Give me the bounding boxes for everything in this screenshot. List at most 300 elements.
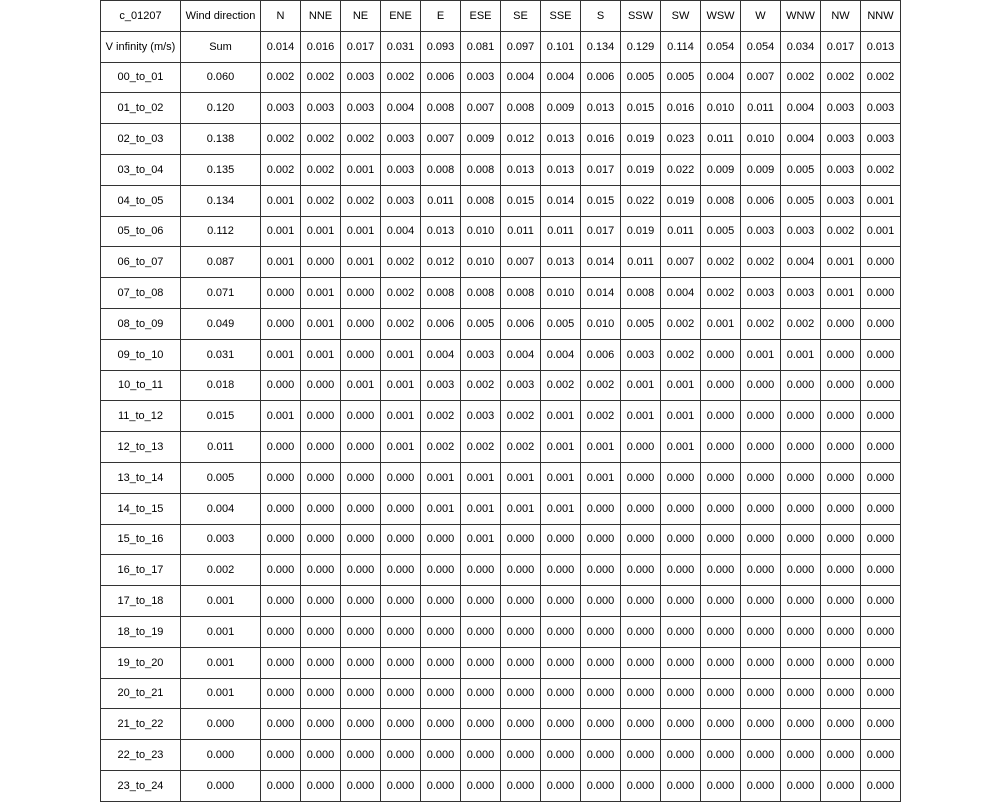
frequency-cell: 0.000 — [581, 616, 621, 647]
frequency-cell: 0.010 — [541, 278, 581, 309]
frequency-cell: 0.001 — [621, 370, 661, 401]
frequency-cell: 0.000 — [541, 616, 581, 647]
frequency-cell: 0.000 — [861, 432, 901, 463]
frequency-cell: 0.000 — [621, 770, 661, 801]
frequency-cell: 0.000 — [661, 586, 701, 617]
frequency-cell: 0.000 — [741, 586, 781, 617]
frequency-cell: 0.010 — [461, 247, 501, 278]
frequency-cell: 0.000 — [861, 524, 901, 555]
frequency-cell: 0.000 — [861, 493, 901, 524]
frequency-cell: 0.001 — [381, 401, 421, 432]
frequency-cell: 0.000 — [581, 555, 621, 586]
frequency-cell: 0.016 — [581, 124, 621, 155]
frequency-cell: 0.000 — [381, 524, 421, 555]
row-sum-cell: 0.138 — [181, 124, 261, 155]
frequency-cell: 0.011 — [701, 124, 741, 155]
frequency-cell: 0.000 — [661, 493, 701, 524]
table-row — [101, 647, 901, 678]
frequency-cell: 0.000 — [261, 740, 301, 771]
frequency-cell: 0.000 — [661, 740, 701, 771]
frequency-cell: 0.000 — [821, 432, 861, 463]
frequency-cell: 0.001 — [261, 401, 301, 432]
frequency-cell: 0.000 — [741, 432, 781, 463]
frequency-cell: 0.000 — [701, 586, 741, 617]
header-row — [101, 1, 901, 32]
frequency-cell: 0.000 — [821, 462, 861, 493]
frequency-cell: 0.007 — [461, 93, 501, 124]
frequency-cell: 0.000 — [501, 678, 541, 709]
frequency-cell: 0.000 — [541, 678, 581, 709]
frequency-cell: 0.010 — [741, 124, 781, 155]
frequency-cell: 0.000 — [621, 740, 661, 771]
frequency-cell: 0.000 — [421, 740, 461, 771]
frequency-cell: 0.010 — [701, 93, 741, 124]
frequency-cell: 0.000 — [661, 709, 701, 740]
frequency-cell: 0.000 — [261, 709, 301, 740]
frequency-cell: 0.001 — [581, 432, 621, 463]
wind-direction-header: Wind direction — [181, 1, 261, 32]
frequency-cell: 0.002 — [341, 185, 381, 216]
frequency-cell: 0.000 — [501, 555, 541, 586]
frequency-cell: 0.000 — [261, 555, 301, 586]
frequency-cell: 0.003 — [501, 370, 541, 401]
frequency-cell: 0.000 — [541, 770, 581, 801]
frequency-cell: 0.001 — [701, 308, 741, 339]
direction-header: SSE — [541, 1, 581, 32]
frequency-cell: 0.000 — [861, 555, 901, 586]
frequency-cell: 0.000 — [861, 586, 901, 617]
frequency-cell: 0.001 — [301, 278, 341, 309]
row-sum-cell: 0.018 — [181, 370, 261, 401]
frequency-cell: 0.000 — [741, 647, 781, 678]
frequency-cell: 0.016 — [661, 93, 701, 124]
frequency-cell: 0.000 — [301, 740, 341, 771]
frequency-cell: 0.000 — [741, 493, 781, 524]
row-sum-cell: 0.005 — [181, 462, 261, 493]
direction-total: 0.134 — [581, 31, 621, 62]
direction-header: WNW — [781, 1, 821, 32]
frequency-cell: 0.000 — [421, 770, 461, 801]
frequency-cell: 0.006 — [421, 62, 461, 93]
frequency-cell: 0.005 — [621, 62, 661, 93]
frequency-cell: 0.011 — [621, 247, 661, 278]
speed-bin-cell: 03_to_04 — [101, 154, 181, 185]
direction-header: N — [261, 1, 301, 32]
frequency-cell: 0.008 — [421, 154, 461, 185]
frequency-cell: 0.000 — [701, 647, 741, 678]
frequency-cell: 0.002 — [781, 308, 821, 339]
direction-header: WSW — [701, 1, 741, 32]
frequency-cell: 0.000 — [861, 462, 901, 493]
direction-total: 0.017 — [821, 31, 861, 62]
frequency-cell: 0.001 — [341, 154, 381, 185]
frequency-cell: 0.000 — [501, 770, 541, 801]
frequency-cell: 0.000 — [821, 770, 861, 801]
frequency-cell: 0.000 — [821, 339, 861, 370]
frequency-cell: 0.002 — [821, 62, 861, 93]
table-row — [101, 740, 901, 771]
frequency-cell: 0.005 — [661, 62, 701, 93]
frequency-cell: 0.001 — [581, 462, 621, 493]
frequency-cell: 0.000 — [301, 678, 341, 709]
frequency-cell: 0.000 — [461, 770, 501, 801]
frequency-cell: 0.003 — [381, 154, 421, 185]
frequency-cell: 0.015 — [581, 185, 621, 216]
frequency-cell: 0.004 — [501, 62, 541, 93]
frequency-cell: 0.004 — [381, 216, 421, 247]
frequency-cell: 0.006 — [501, 308, 541, 339]
frequency-cell: 0.003 — [381, 185, 421, 216]
frequency-cell: 0.000 — [381, 709, 421, 740]
speed-bin-cell: 20_to_21 — [101, 678, 181, 709]
frequency-cell: 0.004 — [781, 124, 821, 155]
frequency-cell: 0.000 — [261, 647, 301, 678]
row-sum-cell: 0.004 — [181, 493, 261, 524]
frequency-cell: 0.001 — [661, 370, 701, 401]
direction-header: ENE — [381, 1, 421, 32]
frequency-cell: 0.003 — [861, 124, 901, 155]
frequency-cell: 0.003 — [381, 124, 421, 155]
frequency-cell: 0.011 — [421, 185, 461, 216]
frequency-cell: 0.007 — [421, 124, 461, 155]
frequency-cell: 0.000 — [581, 770, 621, 801]
frequency-cell: 0.013 — [541, 154, 581, 185]
frequency-cell: 0.001 — [741, 339, 781, 370]
frequency-cell: 0.000 — [861, 308, 901, 339]
speed-bin-cell: 22_to_23 — [101, 740, 181, 771]
table-row — [101, 770, 901, 801]
frequency-cell: 0.000 — [381, 493, 421, 524]
speed-bin-cell: 00_to_01 — [101, 62, 181, 93]
frequency-cell: 0.000 — [261, 278, 301, 309]
frequency-cell: 0.007 — [741, 62, 781, 93]
frequency-cell: 0.001 — [861, 185, 901, 216]
frequency-cell: 0.003 — [781, 216, 821, 247]
frequency-cell: 0.000 — [781, 462, 821, 493]
frequency-cell: 0.000 — [621, 555, 661, 586]
table-row — [101, 524, 901, 555]
direction-total: 0.031 — [381, 31, 421, 62]
totals-row — [101, 31, 901, 62]
frequency-cell: 0.009 — [741, 154, 781, 185]
frequency-cell: 0.000 — [621, 462, 661, 493]
table-row — [101, 555, 901, 586]
frequency-cell: 0.001 — [381, 370, 421, 401]
frequency-cell: 0.002 — [741, 308, 781, 339]
frequency-cell: 0.000 — [741, 616, 781, 647]
frequency-cell: 0.000 — [301, 647, 341, 678]
frequency-cell: 0.011 — [741, 93, 781, 124]
frequency-cell: 0.000 — [621, 678, 661, 709]
frequency-cell: 0.001 — [541, 401, 581, 432]
frequency-cell: 0.014 — [581, 247, 621, 278]
table-row — [101, 308, 901, 339]
frequency-cell: 0.022 — [661, 154, 701, 185]
table-row — [101, 185, 901, 216]
frequency-cell: 0.000 — [541, 647, 581, 678]
row-sum-cell: 0.135 — [181, 154, 261, 185]
frequency-cell: 0.006 — [581, 62, 621, 93]
frequency-cell: 0.002 — [581, 401, 621, 432]
direction-header: S — [581, 1, 621, 32]
table-row — [101, 432, 901, 463]
frequency-cell: 0.006 — [581, 339, 621, 370]
table-row — [101, 339, 901, 370]
frequency-cell: 0.002 — [661, 339, 701, 370]
frequency-cell: 0.002 — [461, 370, 501, 401]
frequency-cell: 0.000 — [541, 740, 581, 771]
frequency-cell: 0.000 — [701, 524, 741, 555]
frequency-cell: 0.008 — [461, 154, 501, 185]
frequency-cell: 0.000 — [581, 647, 621, 678]
frequency-cell: 0.000 — [581, 678, 621, 709]
frequency-cell: 0.001 — [661, 432, 701, 463]
table-body — [101, 1, 901, 802]
frequency-cell: 0.004 — [781, 247, 821, 278]
frequency-cell: 0.002 — [501, 432, 541, 463]
frequency-cell: 0.000 — [861, 339, 901, 370]
frequency-cell: 0.000 — [821, 616, 861, 647]
frequency-cell: 0.000 — [381, 462, 421, 493]
frequency-cell: 0.000 — [701, 462, 741, 493]
speed-bin-cell: 19_to_20 — [101, 647, 181, 678]
frequency-cell: 0.000 — [581, 586, 621, 617]
frequency-cell: 0.002 — [381, 308, 421, 339]
row-sum-cell: 0.001 — [181, 678, 261, 709]
frequency-cell: 0.000 — [261, 432, 301, 463]
frequency-cell: 0.000 — [501, 647, 541, 678]
direction-total: 0.097 — [501, 31, 541, 62]
frequency-cell: 0.000 — [421, 555, 461, 586]
direction-header: SSW — [621, 1, 661, 32]
frequency-cell: 0.006 — [421, 308, 461, 339]
frequency-cell: 0.000 — [421, 678, 461, 709]
frequency-cell: 0.000 — [861, 370, 901, 401]
frequency-cell: 0.005 — [701, 216, 741, 247]
table-row — [101, 278, 901, 309]
frequency-cell: 0.000 — [301, 709, 341, 740]
frequency-cell: 0.000 — [741, 740, 781, 771]
speed-bin-cell: 13_to_14 — [101, 462, 181, 493]
frequency-cell: 0.001 — [301, 339, 341, 370]
frequency-cell: 0.009 — [701, 154, 741, 185]
row-sum-cell: 0.071 — [181, 278, 261, 309]
frequency-cell: 0.000 — [661, 524, 701, 555]
frequency-cell: 0.019 — [621, 124, 661, 155]
frequency-cell: 0.000 — [381, 586, 421, 617]
frequency-cell: 0.000 — [781, 770, 821, 801]
row-sum-cell: 0.049 — [181, 308, 261, 339]
table-row — [101, 493, 901, 524]
row-sum-cell: 0.031 — [181, 339, 261, 370]
frequency-cell: 0.003 — [821, 185, 861, 216]
direction-total: 0.016 — [301, 31, 341, 62]
frequency-cell: 0.008 — [701, 185, 741, 216]
direction-total: 0.093 — [421, 31, 461, 62]
frequency-cell: 0.004 — [701, 62, 741, 93]
speed-bin-cell: 15_to_16 — [101, 524, 181, 555]
frequency-cell: 0.001 — [861, 216, 901, 247]
frequency-cell: 0.000 — [261, 462, 301, 493]
frequency-cell: 0.000 — [661, 462, 701, 493]
frequency-cell: 0.000 — [781, 370, 821, 401]
frequency-cell: 0.001 — [301, 308, 341, 339]
frequency-cell: 0.000 — [581, 709, 621, 740]
frequency-cell: 0.000 — [821, 709, 861, 740]
frequency-cell: 0.000 — [701, 370, 741, 401]
frequency-cell: 0.005 — [461, 308, 501, 339]
frequency-cell: 0.000 — [701, 709, 741, 740]
frequency-cell: 0.000 — [621, 709, 661, 740]
frequency-cell: 0.017 — [581, 154, 621, 185]
table-row — [101, 678, 901, 709]
frequency-cell: 0.002 — [701, 278, 741, 309]
frequency-cell: 0.000 — [261, 308, 301, 339]
frequency-cell: 0.000 — [341, 339, 381, 370]
frequency-cell: 0.005 — [781, 185, 821, 216]
frequency-cell: 0.001 — [501, 493, 541, 524]
frequency-cell: 0.000 — [701, 770, 741, 801]
row-sum-cell: 0.134 — [181, 185, 261, 216]
direction-total: 0.054 — [701, 31, 741, 62]
frequency-cell: 0.000 — [341, 524, 381, 555]
frequency-cell: 0.004 — [381, 93, 421, 124]
frequency-cell: 0.000 — [621, 493, 661, 524]
direction-total: 0.054 — [741, 31, 781, 62]
frequency-cell: 0.002 — [861, 154, 901, 185]
row-sum-cell: 0.001 — [181, 586, 261, 617]
frequency-cell: 0.000 — [861, 616, 901, 647]
frequency-cell: 0.015 — [621, 93, 661, 124]
frequency-cell: 0.000 — [621, 432, 661, 463]
frequency-cell: 0.000 — [341, 432, 381, 463]
frequency-cell: 0.000 — [701, 616, 741, 647]
frequency-cell: 0.000 — [421, 709, 461, 740]
frequency-cell: 0.003 — [861, 93, 901, 124]
direction-total: 0.034 — [781, 31, 821, 62]
frequency-cell: 0.001 — [341, 247, 381, 278]
speed-bin-cell: 07_to_08 — [101, 278, 181, 309]
frequency-cell: 0.001 — [541, 462, 581, 493]
frequency-cell: 0.010 — [581, 308, 621, 339]
frequency-cell: 0.004 — [541, 339, 581, 370]
frequency-cell: 0.000 — [341, 493, 381, 524]
frequency-cell: 0.001 — [341, 216, 381, 247]
frequency-cell: 0.000 — [341, 308, 381, 339]
frequency-cell: 0.004 — [421, 339, 461, 370]
frequency-cell: 0.000 — [381, 740, 421, 771]
frequency-cell: 0.002 — [381, 62, 421, 93]
frequency-cell: 0.002 — [301, 154, 341, 185]
frequency-cell: 0.000 — [301, 616, 341, 647]
frequency-cell: 0.000 — [661, 647, 701, 678]
frequency-cell: 0.000 — [781, 524, 821, 555]
frequency-cell: 0.001 — [341, 370, 381, 401]
table-row — [101, 616, 901, 647]
speed-bin-cell: 23_to_24 — [101, 770, 181, 801]
frequency-cell: 0.000 — [581, 740, 621, 771]
direction-header: SE — [501, 1, 541, 32]
frequency-cell: 0.003 — [341, 93, 381, 124]
frequency-cell: 0.002 — [261, 154, 301, 185]
frequency-cell: 0.001 — [261, 339, 301, 370]
frequency-cell: 0.007 — [501, 247, 541, 278]
frequency-cell: 0.002 — [301, 124, 341, 155]
frequency-cell: 0.000 — [301, 247, 341, 278]
frequency-cell: 0.013 — [581, 93, 621, 124]
frequency-cell: 0.000 — [781, 740, 821, 771]
frequency-cell: 0.002 — [261, 62, 301, 93]
frequency-cell: 0.000 — [741, 401, 781, 432]
speed-bin-cell: 14_to_15 — [101, 493, 181, 524]
frequency-cell: 0.001 — [461, 462, 501, 493]
frequency-cell: 0.003 — [301, 93, 341, 124]
frequency-cell: 0.000 — [661, 555, 701, 586]
frequency-cell: 0.003 — [821, 93, 861, 124]
frequency-cell: 0.002 — [781, 62, 821, 93]
frequency-cell: 0.000 — [821, 647, 861, 678]
frequency-cell: 0.008 — [501, 278, 541, 309]
frequency-cell: 0.002 — [301, 185, 341, 216]
speed-bin-cell: 12_to_13 — [101, 432, 181, 463]
frequency-cell: 0.001 — [621, 401, 661, 432]
frequency-cell: 0.003 — [261, 93, 301, 124]
frequency-cell: 0.002 — [661, 308, 701, 339]
frequency-cell: 0.001 — [301, 216, 341, 247]
frequency-cell: 0.004 — [781, 93, 821, 124]
frequency-cell: 0.000 — [501, 616, 541, 647]
frequency-cell: 0.000 — [581, 493, 621, 524]
frequency-cell: 0.000 — [421, 586, 461, 617]
frequency-cell: 0.013 — [541, 124, 581, 155]
frequency-cell: 0.000 — [541, 555, 581, 586]
speed-bin-cell: 10_to_11 — [101, 370, 181, 401]
frequency-cell: 0.000 — [741, 370, 781, 401]
frequency-cell: 0.013 — [501, 154, 541, 185]
frequency-cell: 0.001 — [461, 524, 501, 555]
frequency-cell: 0.000 — [741, 709, 781, 740]
frequency-cell: 0.000 — [821, 401, 861, 432]
frequency-cell: 0.002 — [701, 247, 741, 278]
frequency-cell: 0.000 — [821, 308, 861, 339]
frequency-cell: 0.000 — [381, 678, 421, 709]
frequency-cell: 0.014 — [541, 185, 581, 216]
frequency-cell: 0.000 — [861, 401, 901, 432]
direction-total: 0.013 — [861, 31, 901, 62]
frequency-cell: 0.000 — [381, 770, 421, 801]
frequency-cell: 0.000 — [341, 555, 381, 586]
frequency-cell: 0.000 — [781, 678, 821, 709]
frequency-cell: 0.003 — [341, 62, 381, 93]
frequency-cell: 0.008 — [501, 93, 541, 124]
frequency-cell: 0.000 — [781, 401, 821, 432]
frequency-cell: 0.006 — [741, 185, 781, 216]
speed-bin-cell: 04_to_05 — [101, 185, 181, 216]
frequency-cell: 0.003 — [821, 154, 861, 185]
frequency-cell: 0.000 — [741, 770, 781, 801]
frequency-cell: 0.000 — [261, 524, 301, 555]
frequency-cell: 0.000 — [821, 493, 861, 524]
frequency-cell: 0.002 — [421, 401, 461, 432]
direction-header: ESE — [461, 1, 501, 32]
speed-bin-cell: 02_to_03 — [101, 124, 181, 155]
frequency-cell: 0.013 — [541, 247, 581, 278]
frequency-cell: 0.003 — [621, 339, 661, 370]
frequency-cell: 0.000 — [621, 647, 661, 678]
frequency-cell: 0.000 — [421, 616, 461, 647]
frequency-cell: 0.000 — [341, 740, 381, 771]
frequency-cell: 0.000 — [781, 432, 821, 463]
